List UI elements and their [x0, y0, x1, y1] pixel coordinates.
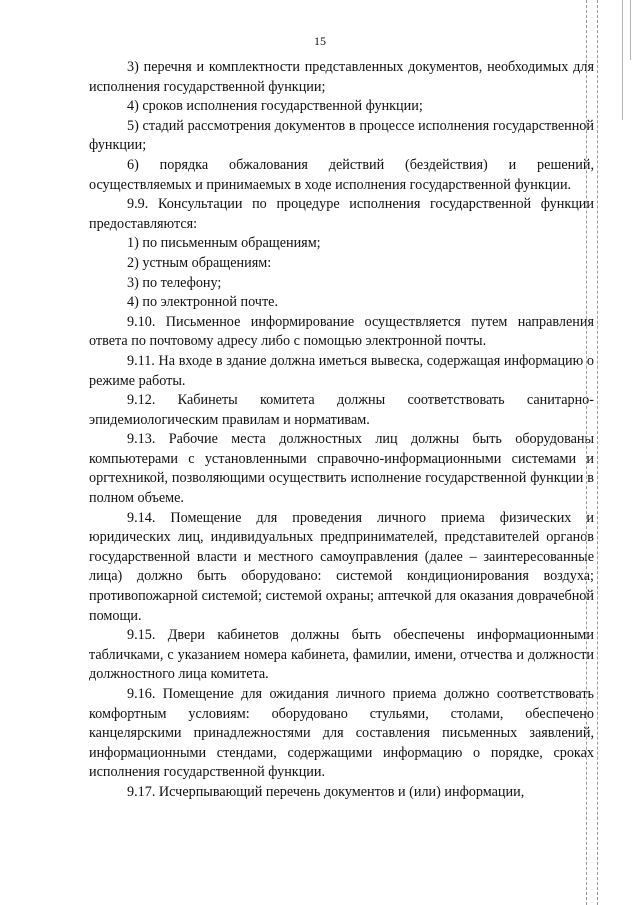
paragraph: 9.15. Двери кабинетов должны быть обеспечены информационными табличками, с указанием номера кабинета, фамилии, имени, отчества и должности должностного лица комитета. [89, 627, 594, 683]
paragraph: 9.17. Исчерпывающий перечень документов и (или) информации, [127, 783, 525, 800]
paragraph: 2) устным обращениям: [127, 254, 272, 271]
paragraph: 9.11. На входе в здание должна иметься вывеска, содержащая информацию о режиме работы. [89, 352, 594, 389]
paragraph: 9.13. Рабочие места должностных лиц должны быть оборудованы компьютерами с установленными справочно-информационными системами и оргтехникой, позволяющими осуществить исполнение государственной функции в полном объеме. [89, 431, 594, 507]
paragraph: 3) перечня и комплектности представленных документов, необходимых для исполнения государственной функции; [89, 59, 594, 95]
paragraph: 9.16. Помещение для ожидания личного приема должно соответствовать комфортным условиям: оборудовано стульями, столами, обеспечено канцелярскими принадлежностями для составления письменных заявлений, информационными стендами, содержащими информацию о порядке, сроках исполнения государственной функции. [89, 686, 594, 781]
scan-artifact-line [597, 0, 598, 905]
paragraph: 9.9. Консультации по процедуре исполнения государственной функции предоставляются: [89, 196, 594, 232]
paragraph: 4) сроков исполнения государственной функции; [127, 98, 423, 115]
page-number: 15 [314, 34, 326, 48]
paragraph: 4) по электронной почте. [127, 294, 278, 311]
paragraph: 9.14. Помещение для проведения личного приема физических и юридических лиц, индивидуальных предпринимателей, представителей органов государственной власти и местного самоуправления (далее – заинтересованные лица) должно быть оборудовано: системой кондиционирования воздуха; противопожарной системой; системой охраны; аптечкой для оказания доврачебной помощи. [89, 509, 594, 624]
paragraph: 1) по письменным обращениям; [127, 235, 321, 252]
paragraph: 3) по телефону; [127, 274, 222, 291]
paragraph: 9.12. Кабинеты комитета должны соответствовать санитарно-эпидемиологическим правилам и нормативам. [89, 392, 594, 428]
paragraph: 9.10. Письменное информирование осуществляется путем направления ответа по почтовому адресу либо с помощью электронной почты. [89, 313, 594, 350]
paragraph: 5) стадий рассмотрения документов в процессе исполнения государственной функции; [89, 117, 594, 154]
document-body [89, 58, 594, 803]
scan-artifact-line [630, 0, 631, 60]
paragraph: 6) порядка обжалования действий (бездействия) и решений, осуществляемых и принимаемых в ходе исполнения государственной функции. [89, 156, 594, 193]
scan-artifact-line [622, 0, 623, 120]
scan-artifact-line [586, 0, 587, 905]
